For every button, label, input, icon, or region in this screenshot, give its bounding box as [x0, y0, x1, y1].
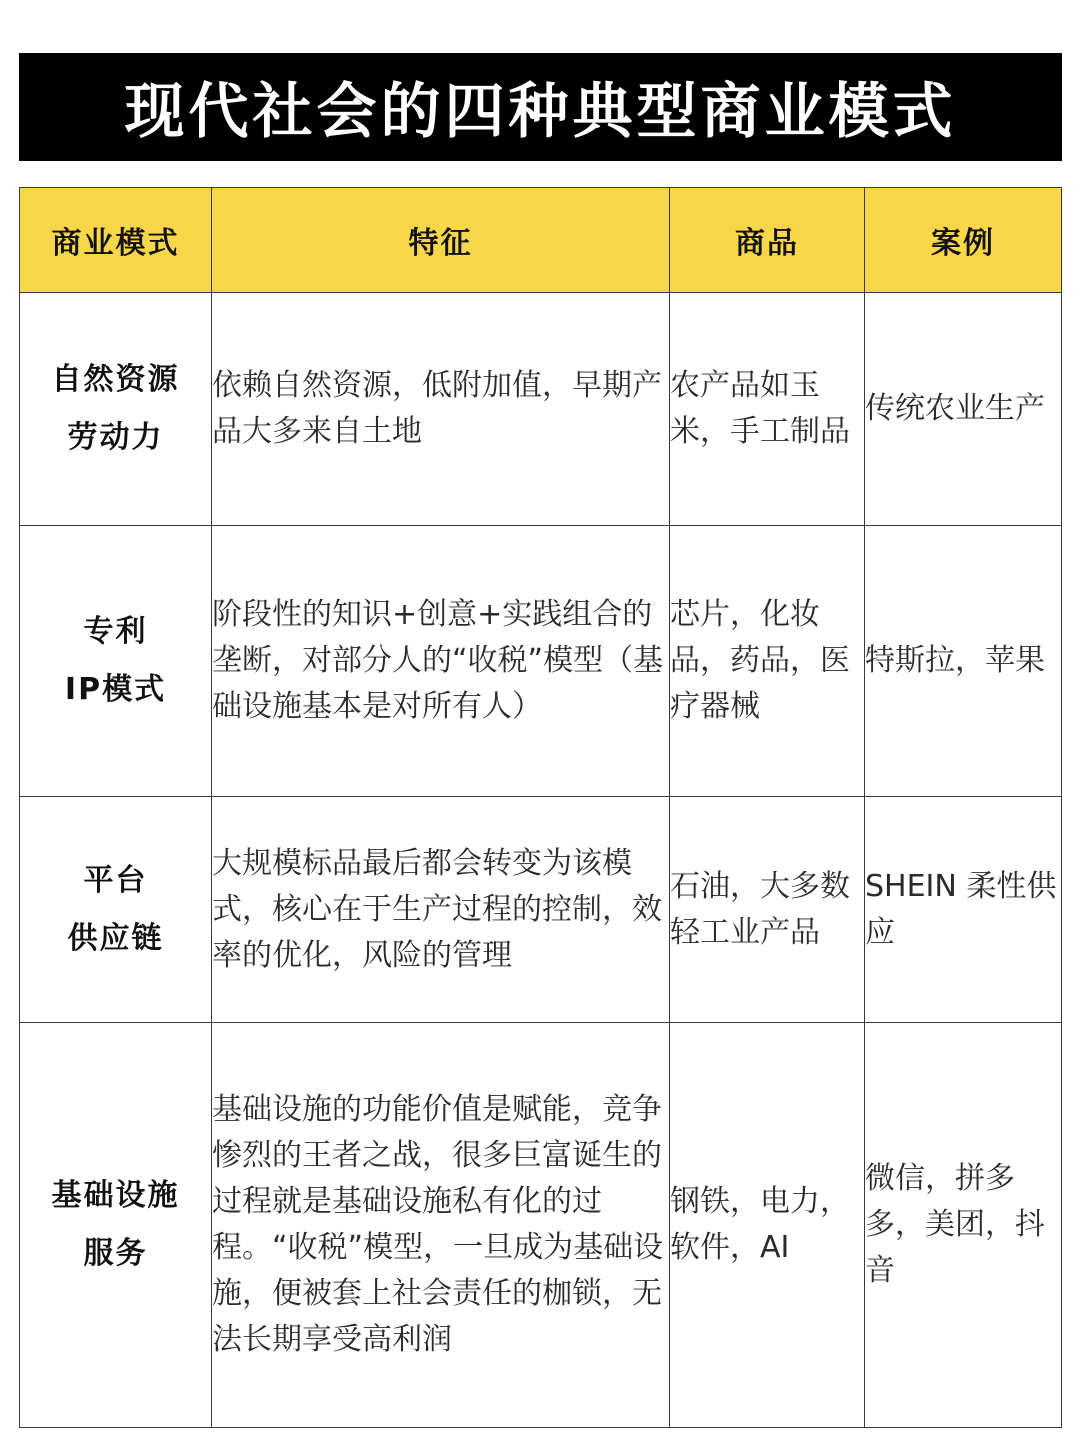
- header-feature: 特征: [212, 188, 670, 293]
- business-models-table: [19, 187, 1062, 1428]
- cases-cell: 传统农业生产: [865, 293, 1062, 526]
- model-name-cell: [20, 526, 212, 797]
- goods-cell: 芯片，化妆品，药品，医疗器械: [670, 526, 865, 797]
- table-row: [20, 526, 1062, 797]
- cases-cell: 特斯拉，苹果: [865, 526, 1062, 797]
- table-row: [20, 1023, 1062, 1428]
- header-cases: 案例: [865, 188, 1062, 293]
- table-row: [20, 293, 1062, 526]
- goods-cell: 农产品如玉米，手工制品: [670, 293, 865, 526]
- cases-cell: SHEIN 柔性供应: [865, 797, 1062, 1023]
- header-model: 商业模式: [20, 188, 212, 293]
- cases-cell: 微信，拼多多，美团，抖音: [865, 1023, 1062, 1428]
- model-name-cell: [20, 1023, 212, 1428]
- model-name-line: 平台: [83, 862, 148, 898]
- page-title: 现代社会的四种典型商业模式: [124, 77, 957, 147]
- model-name-line: 劳动力: [67, 420, 164, 455]
- model-name-cell: [20, 797, 212, 1023]
- table-row: [20, 797, 1062, 1023]
- goods-cell: 钢铁，电力，软件，AI: [670, 1023, 865, 1428]
- feature-cell: 阶段性的知识+创意+实践组合的垄断，对部分人的“收税”模型（基础设施基本是对所有人）: [212, 526, 670, 797]
- header-goods: 商品: [670, 188, 865, 293]
- feature-cell: 大规模标品最后都会转变为该模式，核心在于生产过程的控制，效率的优化，风险的管理: [212, 797, 670, 1023]
- model-name-line: 专利: [83, 614, 148, 649]
- title-bar: [19, 53, 1062, 161]
- model-name-line: 基础设施: [51, 1178, 180, 1213]
- model-name-line: 服务: [83, 1236, 148, 1271]
- model-name-line: 供应链: [67, 920, 164, 956]
- model-name-cell: [20, 293, 212, 526]
- goods-cell: 石油，大多数轻工业产品: [670, 797, 865, 1023]
- model-name-line: 自然资源: [51, 362, 180, 397]
- feature-cell: 依赖自然资源，低附加值，早期产品大多来自土地: [212, 293, 670, 526]
- model-name-line: IP模式: [64, 672, 167, 707]
- table-header-row: [20, 188, 1062, 293]
- feature-cell: 基础设施的功能价值是赋能，竞争惨烈的王者之战，很多巨富诞生的过程就是基础设施私有化的过程。“收税”模型，一旦成为基础设施，便被套上社会责任的枷锁，无法长期享受高利润: [212, 1023, 670, 1428]
